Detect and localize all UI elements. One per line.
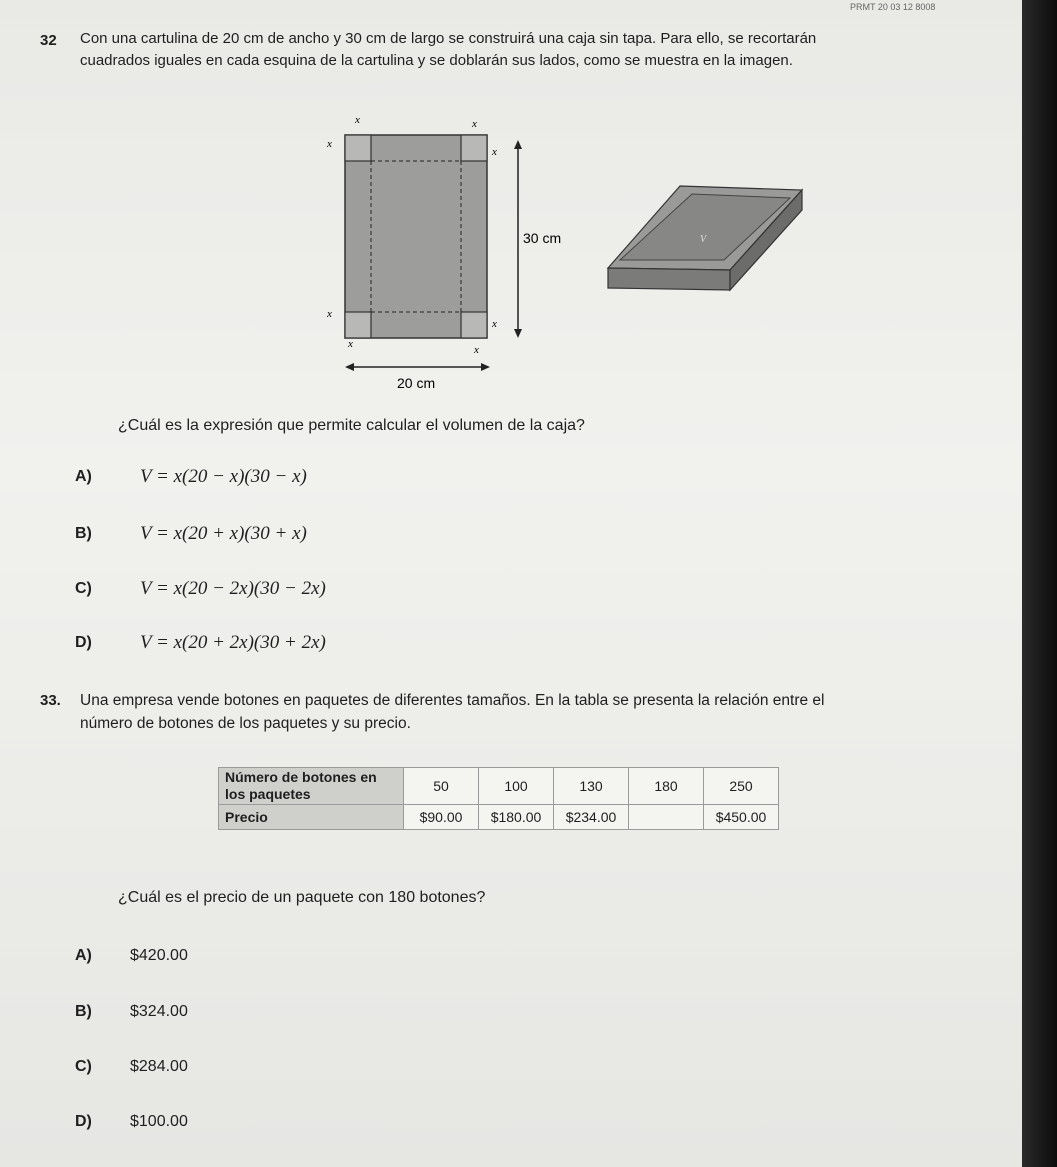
q33-option-b[interactable]: $324.00 [130, 1003, 188, 1020]
x-label: x [327, 308, 332, 320]
q33-text-line2: número de botones de los paquetes y su precio. [80, 715, 411, 732]
q33-question: ¿Cuál es el precio de un paquete con 180 botones? [118, 889, 486, 906]
x-label: x [492, 318, 497, 330]
width-label: 20 cm [397, 375, 436, 391]
row-header-price: Precio [219, 805, 404, 830]
corner-mark: PRMT 20 03 12 8008 [850, 2, 936, 12]
q32-option-c[interactable]: V = x(20 − 2x)(30 − 2x) [140, 578, 326, 599]
q33-option-a[interactable]: $420.00 [130, 947, 188, 964]
height-arrow-head-bottom [514, 329, 522, 338]
table-cell: 100 [479, 768, 554, 805]
q33-option-letter: B) [75, 1003, 92, 1020]
table-cell: 50 [404, 768, 479, 805]
table-row [219, 768, 779, 805]
x-label: x [348, 338, 353, 350]
x-label: x [355, 114, 360, 126]
x-label: x [492, 146, 497, 158]
q32-option-letter: D) [75, 634, 92, 651]
box-volume-label: V [700, 234, 707, 245]
box-figure [600, 180, 810, 300]
q32-number: 32 [40, 32, 57, 49]
height-label: 30 cm [523, 230, 562, 246]
table-row [219, 805, 779, 830]
q32-text-line1: Con una cartulina de 20 cm de ancho y 30 cm de largo se construirá una caja sin tapa. Para ello, se recortarán [80, 30, 817, 47]
q32-option-a[interactable]: V = x(20 − x)(30 − x) [140, 466, 307, 487]
q33-text-line1: Una empresa vende botones en paquetes de diferentes tamaños. En la tabla se presenta la relación entre el [80, 692, 825, 709]
x-label: x [327, 138, 332, 150]
q33-option-d[interactable]: $100.00 [130, 1113, 188, 1130]
row-header-buttons: Número de botones en los paquetes [219, 768, 404, 805]
q32-text-line2: cuadrados iguales en cada esquina de la cartulina y se doblarán sus lados, como se muestra en la imagen. [80, 52, 793, 69]
price-table [218, 767, 779, 830]
q33-option-letter: D) [75, 1113, 92, 1130]
q32-option-b[interactable]: V = x(20 + x)(30 + x) [140, 523, 307, 544]
q33-option-letter: A) [75, 947, 92, 964]
table-cell: $180.00 [479, 805, 554, 830]
corner-square-br [461, 312, 487, 338]
table-cell: $234.00 [554, 805, 629, 830]
width-arrow-head-right [481, 363, 490, 371]
q32-option-d[interactable]: V = x(20 + 2x)(30 + 2x) [140, 632, 326, 653]
corner-square-tr [461, 135, 487, 161]
q32-option-letter: A) [75, 468, 92, 485]
q32-option-letter: B) [75, 525, 92, 542]
table-cell: 130 [554, 768, 629, 805]
q32-option-letter: C) [75, 580, 92, 597]
corner-square-tl [345, 135, 371, 161]
box-front-side [608, 268, 730, 290]
width-arrow-head-left [345, 363, 354, 371]
table-cell: 250 [704, 768, 779, 805]
corner-square-bl [345, 312, 371, 338]
table-cell: $90.00 [404, 805, 479, 830]
x-label: x [472, 118, 477, 130]
q33-option-letter: C) [75, 1058, 92, 1075]
cardboard-sheet [345, 135, 487, 338]
q33-option-c[interactable]: $284.00 [130, 1058, 188, 1075]
table-cell-empty [629, 805, 704, 830]
q32-question: ¿Cuál es la expresión que permite calcular el volumen de la caja? [118, 417, 585, 434]
height-arrow-head-top [514, 140, 522, 149]
x-label: x [474, 344, 479, 356]
q33-number: 33. [40, 692, 61, 709]
table-cell: 180 [629, 768, 704, 805]
page-edge-shadow [1022, 0, 1057, 1167]
cardboard-figure [300, 105, 590, 395]
table-cell: $450.00 [704, 805, 779, 830]
